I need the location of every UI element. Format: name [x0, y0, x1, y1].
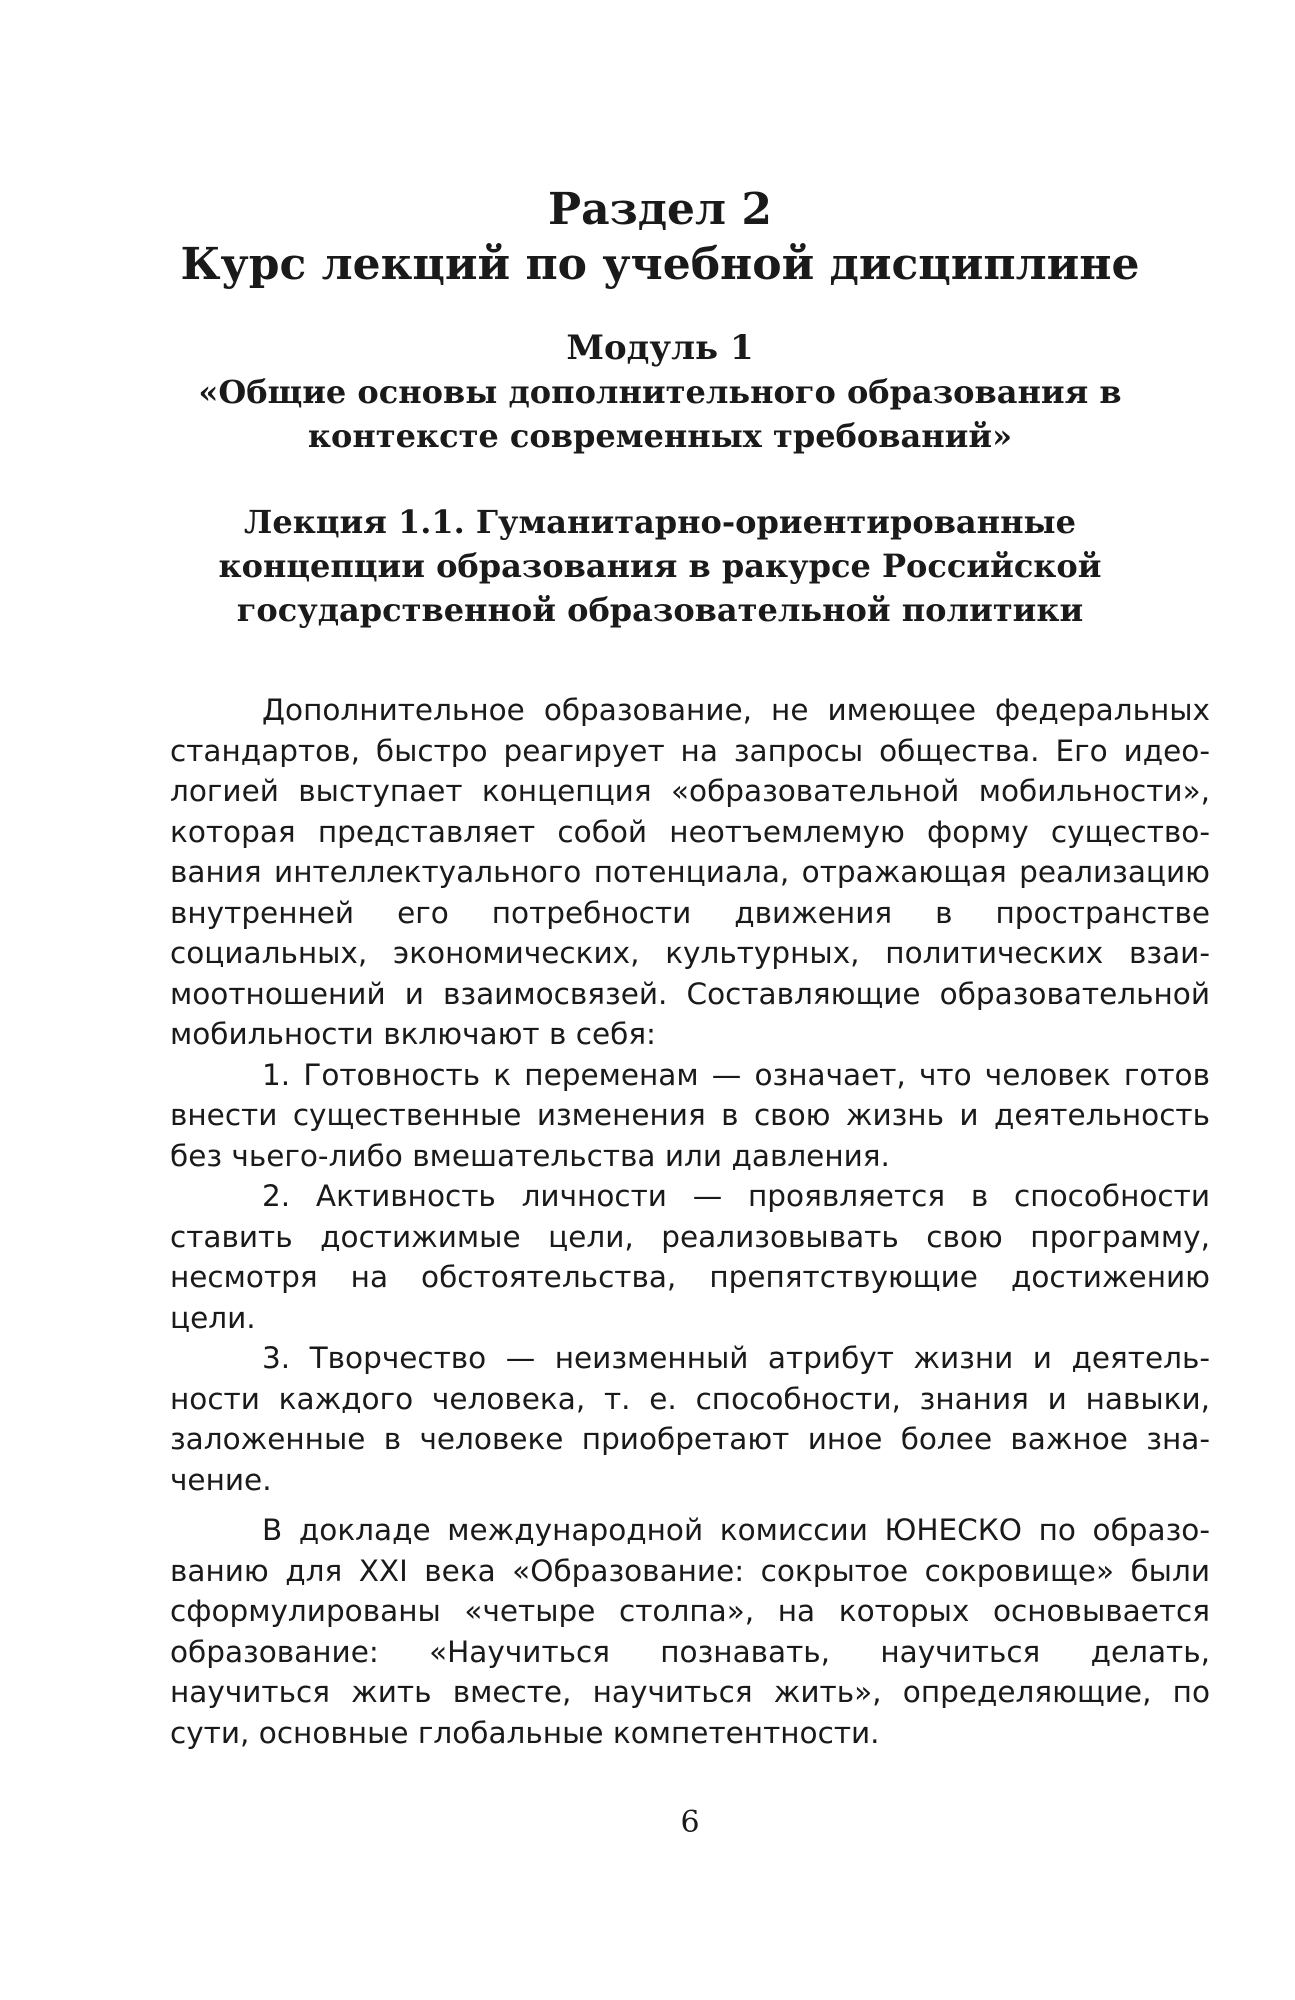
- body-text: [170, 690, 1210, 1753]
- paragraph-intro: Дополнительное образование, не имеющее федеральных стандартов, быстро реагирует на запросы общества. Его идеологией выступает концепция «образовательной мобильности», которая представляет собой неотъемлемую форму существования интеллектуального потенциала, отражающая реализацию внутренней его потребности движения в пространстве социальных, экономических, культурных, политических взаимоотношений и взаимосвязей. Составляющие образовательной мобильности включают в себя:: [170, 693, 1210, 1051]
- lecture-title: Лекция 1.1. Гуманитарно-ориентированные концепции образования в ракурсе Российской государственной образовательной политики: [218, 503, 1102, 629]
- page-number: 6: [680, 1805, 700, 1840]
- module-label: Модуль 1: [566, 328, 754, 368]
- section-label: Раздел 2: [548, 184, 772, 235]
- list-item-creativity: 3. Творчество — неизменный атрибут жизни и деятельности каждого человека, т. е. способности, знания и навыки, заложенные в человеке приобретают иное более важное значение.: [170, 1341, 1210, 1497]
- section-title: Курс лекций по учебной дисциплине: [180, 239, 1140, 290]
- module-title: «Общие основы дополнительного образования в контексте современных требований»: [198, 373, 1122, 455]
- list-item-activity: 2. Активность личности — проявляется в способности ставить достижимые цели, реализовывать свою программу, несмотря на обстоятельства, препятствующие достижению цели.: [170, 1179, 1210, 1335]
- list-item-readiness: 1. Готовность к переменам — означает, что человек готов внести существенные изменения в свою жизнь и деятельность без чьего-либо вмешательства или давления.: [170, 1057, 1210, 1173]
- paragraph-unesco: В докладе международной комиссии ЮНЕСКО по образованию для XXI века «Образование: сокрытое сокровище» были сформулированы «четыре столпа», на которых основывается образование: «Научиться познавать, научиться делать, научиться жить вместе, научиться жить», определяющие, по сути, основные глобальные компетентности.: [170, 1513, 1210, 1750]
